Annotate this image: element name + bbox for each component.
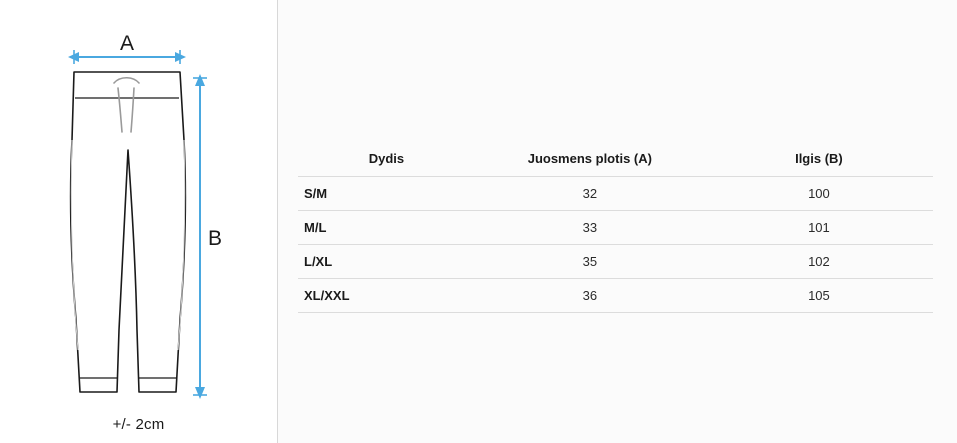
cell-size: S/M: [298, 177, 475, 211]
length-label: B: [207, 227, 223, 250]
cell-length: 102: [705, 245, 933, 279]
measurements-panel: [278, 0, 957, 443]
garment-diagram-panel: [0, 0, 277, 443]
length-dimension-arrow: [193, 74, 207, 399]
cell-length: 100: [705, 177, 933, 211]
cell-length: 101: [705, 211, 933, 245]
table-row: [298, 279, 933, 313]
cell-waist: 33: [475, 211, 705, 245]
table-body: [298, 177, 933, 313]
column-header-size: Dydis: [298, 143, 475, 177]
cell-size: XL/XXL: [298, 279, 475, 313]
table-header-row: [298, 143, 933, 177]
sweatpants-diagram: [0, 0, 277, 420]
cell-size: M/L: [298, 211, 475, 245]
cell-waist: 32: [475, 177, 705, 211]
cell-waist: 35: [475, 245, 705, 279]
table-row: [298, 245, 933, 279]
table-row: [298, 211, 933, 245]
table-header: [298, 143, 933, 177]
width-label: A: [119, 32, 135, 55]
size-table: [298, 143, 933, 313]
column-header-waist: Juosmens plotis (A): [475, 143, 705, 177]
cell-waist: 36: [475, 279, 705, 313]
cell-length: 105: [705, 279, 933, 313]
table-row: [298, 177, 933, 211]
pants-outline: [71, 72, 186, 392]
tolerance-note: +/- 2cm: [112, 416, 165, 433]
cell-size: L/XL: [298, 245, 475, 279]
column-header-length: Ilgis (B): [705, 143, 933, 177]
